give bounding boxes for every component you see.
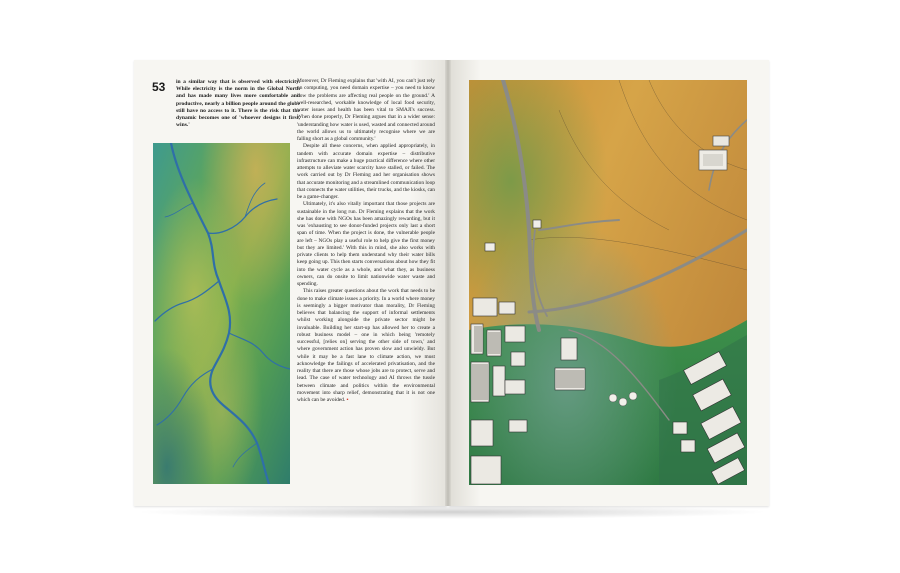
settlement-artwork bbox=[469, 80, 747, 485]
page-gutter bbox=[445, 60, 451, 506]
river-artwork bbox=[153, 143, 290, 484]
settlement-illustration bbox=[469, 80, 747, 485]
end-mark: ▪ bbox=[346, 397, 349, 403]
paragraph-text: This raises greater questions about the work that needs to be done to make climate issues a priority. In a world where money is seemingly a bigger motivator than morality, Dr Fleming believes that balancing the support of informal settlements whilst working alongside the private sector might be invaluable. Building her start-up has allowed her to create a robust business model – one in which being 'remotely successful, [relies on] serving the other side of town,' and where government action has proven slow and unwieldy. But while it may be a fast lane to climate action, we must acknowledge the failings of accelerated privatisation, and the reality that there are those whose jobs are to protect, serve and lead. The case of water technology and AI throws the tussle between climate and politics within the environmental movement into sharp relief, demonstrating that it is not one which can be avoided. bbox=[297, 288, 435, 403]
page-number: 53 bbox=[152, 80, 166, 94]
article-column bbox=[297, 78, 435, 404]
paragraph: Despite all these concerns, when applied appropriately, in tandem with accurate domain expertise – distributive infrastructure can make a huge practical difference where other attempts to alleviate water scarcity have stalled, or failed. The work carried out by Dr Fleming and her organisation shows that accurate monitoring and a streamlined communication loop that connects the water utilities, their trucks, and the kiosks, can be a game-changer. bbox=[297, 143, 435, 200]
paragraph: Ultimately, it's also vitally important that those projects are sustainable in the long run. Dr Fleming explains that the work she has done with NGOs has been amazingly rewarding, but it was 'exhausting to see donor-funded projects only last a short span of time. When the project is done, the vulnerable people are left – NGOs play a useful role to help give the first money but they are limited.' With this in mind, she also works with private clients to help them understand why their water bills keep going up. This then starts conversations about how they fit into the water cycle as a whole, and what they, as business owners, can do onsite to limit nationwide water waste and spending. bbox=[297, 201, 435, 287]
river-illustration bbox=[153, 143, 290, 484]
intro-text: in a similar way that is observed with electricity. While electricity is the norm in the Global North and has made many lives more comfortable and productive, nearly a billion people around the globe still have no access to it. There is the risk that the dynamic becomes one of 'whoever designs it first, wins.' bbox=[176, 79, 300, 129]
magazine-shadow bbox=[134, 505, 770, 519]
paragraph: Moreover, Dr Fleming explains that 'with AI, you can't just rely on computing, you need domain expertise – you need to know how the problems are affecting real people on the ground.' A well-researched, workable knowledge of local food security, water issues and health has been vital to SMAJI's success. When done properly, Dr Fleming argues that in a wider sense: 'understanding how water is used, wasted and connected around the world allows us to ultimately recognise where we are falling short as a global community.' bbox=[297, 78, 435, 142]
paragraph bbox=[297, 288, 435, 404]
